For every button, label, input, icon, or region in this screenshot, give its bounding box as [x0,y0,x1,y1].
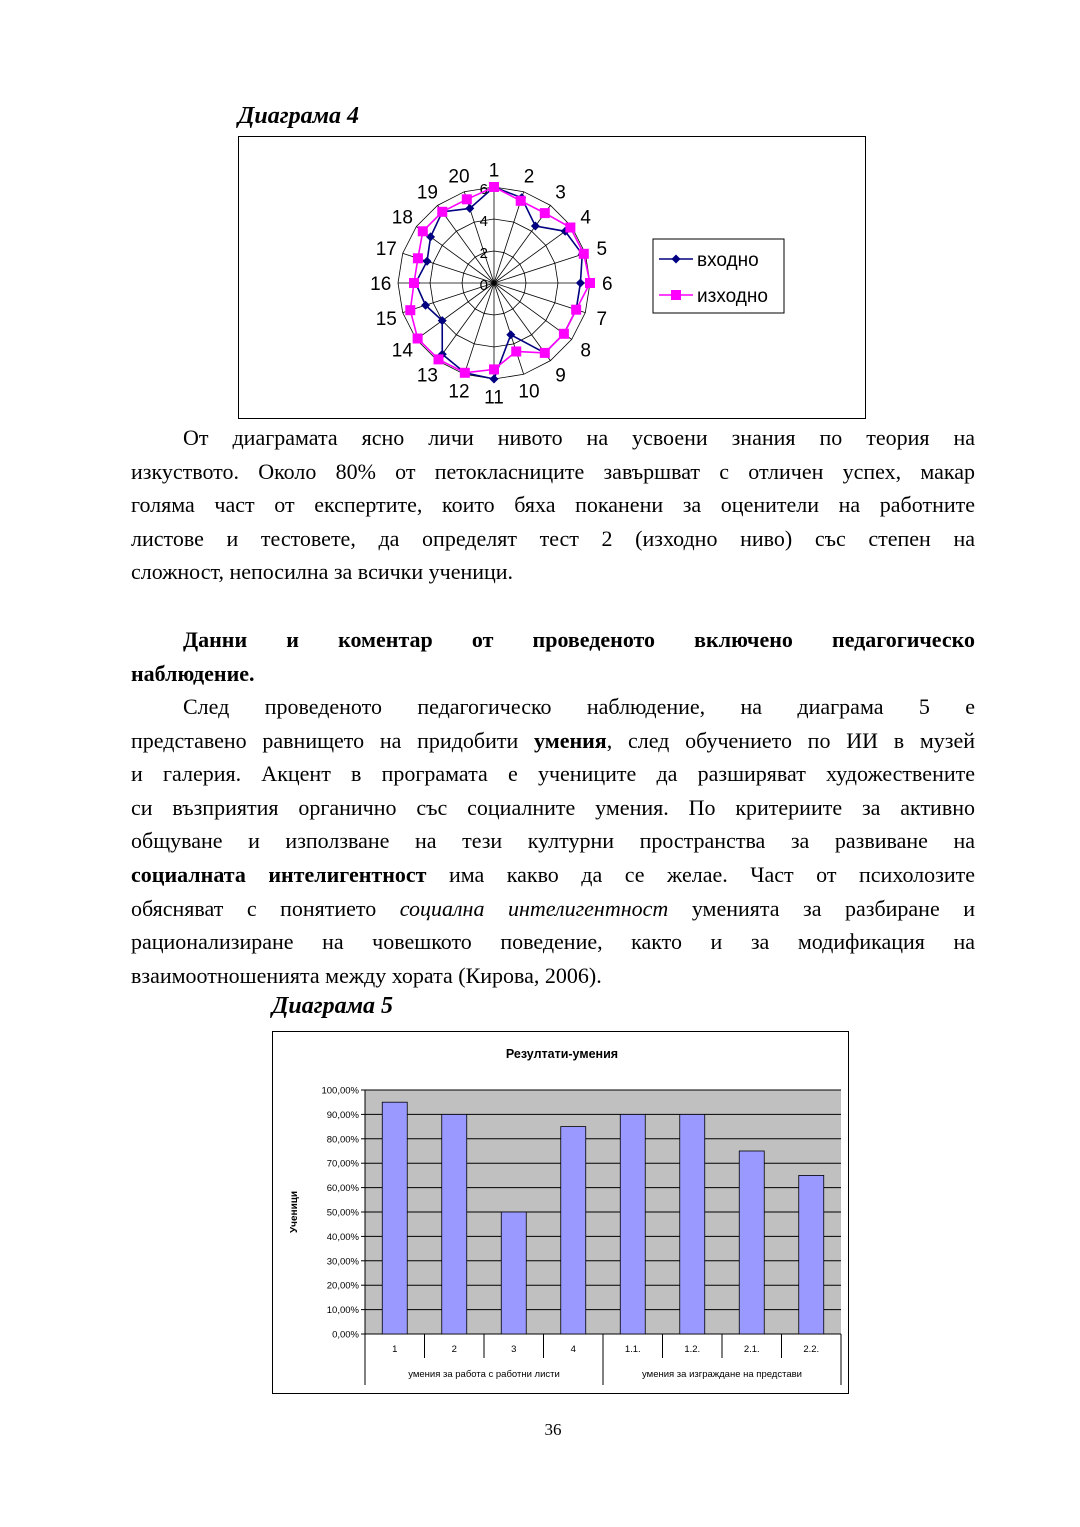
italic-text: социална интелигентност [399,895,669,921]
radar-point-square [405,305,415,315]
legend-label: входно [697,250,759,271]
text-line [131,488,975,522]
y-axis-label: Ученици [289,1190,300,1234]
text-segment: рационализиране на човешкото поведение, както и за модификация на [131,929,975,955]
text-line [131,421,975,455]
x-tick-label: 3 [511,1344,517,1355]
radar-point-square [585,278,595,288]
text-line [131,824,975,858]
radar-tick-label: 0 [479,277,488,294]
text-segment: , след обучението по ИИ в музей [606,727,975,753]
radar-category-label: 1 [488,160,500,182]
text-line [131,623,975,657]
radar-category-label: 9 [555,365,566,387]
radar-category-label: 18 [391,207,413,229]
x-tick-label: 2.2. [803,1344,820,1355]
diagram4-caption: Диаграма 4 [238,103,360,129]
radar-point-square [516,196,526,206]
radar-point-square [413,333,423,343]
radar-category-label: 7 [596,309,608,331]
text-segment: След проведеното педагогическо наблюдение, на диаграма 5 е [183,694,975,719]
radar-category-label: 6 [601,274,613,295]
radar-category-label: 5 [596,238,608,260]
radar-chart-svg [239,137,865,418]
radar-point-diamond [423,257,432,266]
radar-point-square [437,207,447,217]
text-line [131,791,975,825]
text-segment: уменията за разбиране и [668,895,975,921]
x-tick-label: 1 [392,1344,398,1355]
text-line [131,858,975,892]
radar-point-square [559,329,569,339]
text-segment: има какво да се желае. Част от психолозите [426,861,975,887]
radar-point-square [489,364,499,374]
y-tick-label: 60,00% [326,1183,359,1195]
y-tick-label: 100,00% [321,1085,359,1097]
text-segment: си възприятия органично със социалните умения. По критериите за активно [131,794,975,820]
radar-point-diamond [576,279,585,288]
text-segment: и галерия. Акцент в програмата е учениците да разширяват художествените [131,761,975,787]
radar-tick-label: 2 [479,245,488,262]
bar [382,1102,407,1334]
bold-text: социалната интелигентност [131,861,427,887]
radar-category-label: 16 [370,274,392,295]
y-tick-label: 50,00% [326,1207,359,1219]
y-tick-label: 80,00% [326,1134,359,1146]
bold-text: наблюдение. [131,660,255,686]
diagram5-caption: Диаграма 5 [272,993,394,1019]
text-line [131,657,975,691]
y-tick-label: 10,00% [326,1305,359,1317]
text-segment: общуване и използване на тези културни пространства за развиване на [131,828,975,854]
radar-spoke [464,283,494,374]
radar-category-label: 19 [416,182,438,204]
radar-spoke [494,283,524,374]
radar-point-diamond [506,330,515,339]
bar [442,1114,467,1334]
y-tick-label: 70,00% [326,1158,359,1170]
radar-point-square [434,354,444,364]
radar-point-square [579,249,589,259]
bar [620,1114,645,1334]
text-line [131,959,975,993]
legend-marker-square [671,290,681,300]
paragraph-1 [131,421,975,589]
radar-spoke [438,283,494,361]
radar-category-label: 8 [580,340,591,362]
text-line [131,892,975,926]
x-group-label: умения за изграждане на представи [642,1369,802,1380]
radar-category-label: 20 [448,166,470,188]
text-segment: представено равнището на придобити [131,727,534,753]
radar-spoke [494,253,585,283]
radar-point-square [462,194,472,204]
radar-point-square [418,226,428,236]
page-number: 36 [544,1420,562,1439]
radar-point-square [460,368,470,378]
text-segment: листове и тестовете, да определят тест 2 (изходно ниво) със степен на [131,525,975,551]
section-heading [131,623,975,690]
radar-chart [238,136,866,419]
radar-category-label: 14 [391,340,413,362]
bar-chart [272,1031,849,1394]
radar-category-label: 17 [375,238,397,260]
text-line [131,724,975,758]
paragraph-2 [131,690,975,992]
text-segment: изкуството. Около 80% от петокласниците завършват с отличен успех, макар [131,458,975,484]
y-tick-label: 40,00% [326,1231,359,1243]
chart-title: Резултати-умения [505,1047,619,1061]
bold-text: Данни и коментар от проведеното включено педагогическо [183,627,975,652]
x-group-label: умения за работа с работни листи [408,1369,560,1380]
radar-point-square [511,346,521,356]
bar [799,1175,824,1334]
radar-category-label: 13 [416,365,438,387]
text-line [131,522,975,556]
y-tick-label: 20,00% [326,1280,359,1292]
radar-point-square [571,305,581,315]
radar-point-diamond [531,222,540,231]
radar-category-label: 11 [484,387,504,409]
y-tick-label: 0,00% [332,1329,359,1341]
bar [501,1212,526,1334]
bar [739,1151,764,1334]
text-line [131,455,975,489]
text-line [131,925,975,959]
bar [561,1127,586,1334]
radar-point-square [489,182,499,192]
radar-category-label: 2 [523,166,535,188]
x-tick-label: 1.1. [624,1344,641,1355]
y-tick-label: 90,00% [326,1109,359,1121]
text-segment: От диаграмата ясно личи нивото на усвоени знания по теория на [183,425,975,450]
text-line [131,690,975,724]
x-tick-label: 4 [570,1344,576,1355]
text-segment: сложност, непосилна за всички ученици. [131,559,514,585]
radar-spoke [494,227,572,283]
x-tick-label: 2 [451,1344,457,1355]
radar-point-square [540,348,550,358]
text-segment: взаимоотношенията между хората (Кирова, 2006). [131,962,602,988]
text-line [131,555,975,589]
radar-category-label: 10 [518,381,540,403]
legend-label: изходно [697,286,768,307]
radar-category-label: 12 [448,381,470,403]
radar-series-line [410,187,590,373]
radar-tick-label: 4 [479,213,488,230]
radar-point-square [565,223,575,233]
text-segment: обясняват с понятието [131,895,400,921]
y-tick-label: 30,00% [326,1256,359,1268]
radar-point-diamond [490,375,499,384]
bar [680,1114,705,1334]
radar-category-label: 15 [375,309,397,331]
radar-point-square [540,208,550,218]
x-tick-label: 1.2. [684,1344,701,1355]
text-segment: голяма част от експертите, които бяха поканени за оценители на работните [131,492,975,518]
radar-category-label: 4 [580,207,591,229]
radar-tick-label: 6 [479,181,488,198]
bold-text: умения [534,727,607,753]
text-line [131,757,975,791]
radar-category-label: 3 [555,182,566,204]
x-tick-label: 2.1. [743,1344,760,1355]
bar-chart-svg [273,1032,848,1393]
radar-point-square [409,278,419,288]
radar-point-square [413,253,423,263]
